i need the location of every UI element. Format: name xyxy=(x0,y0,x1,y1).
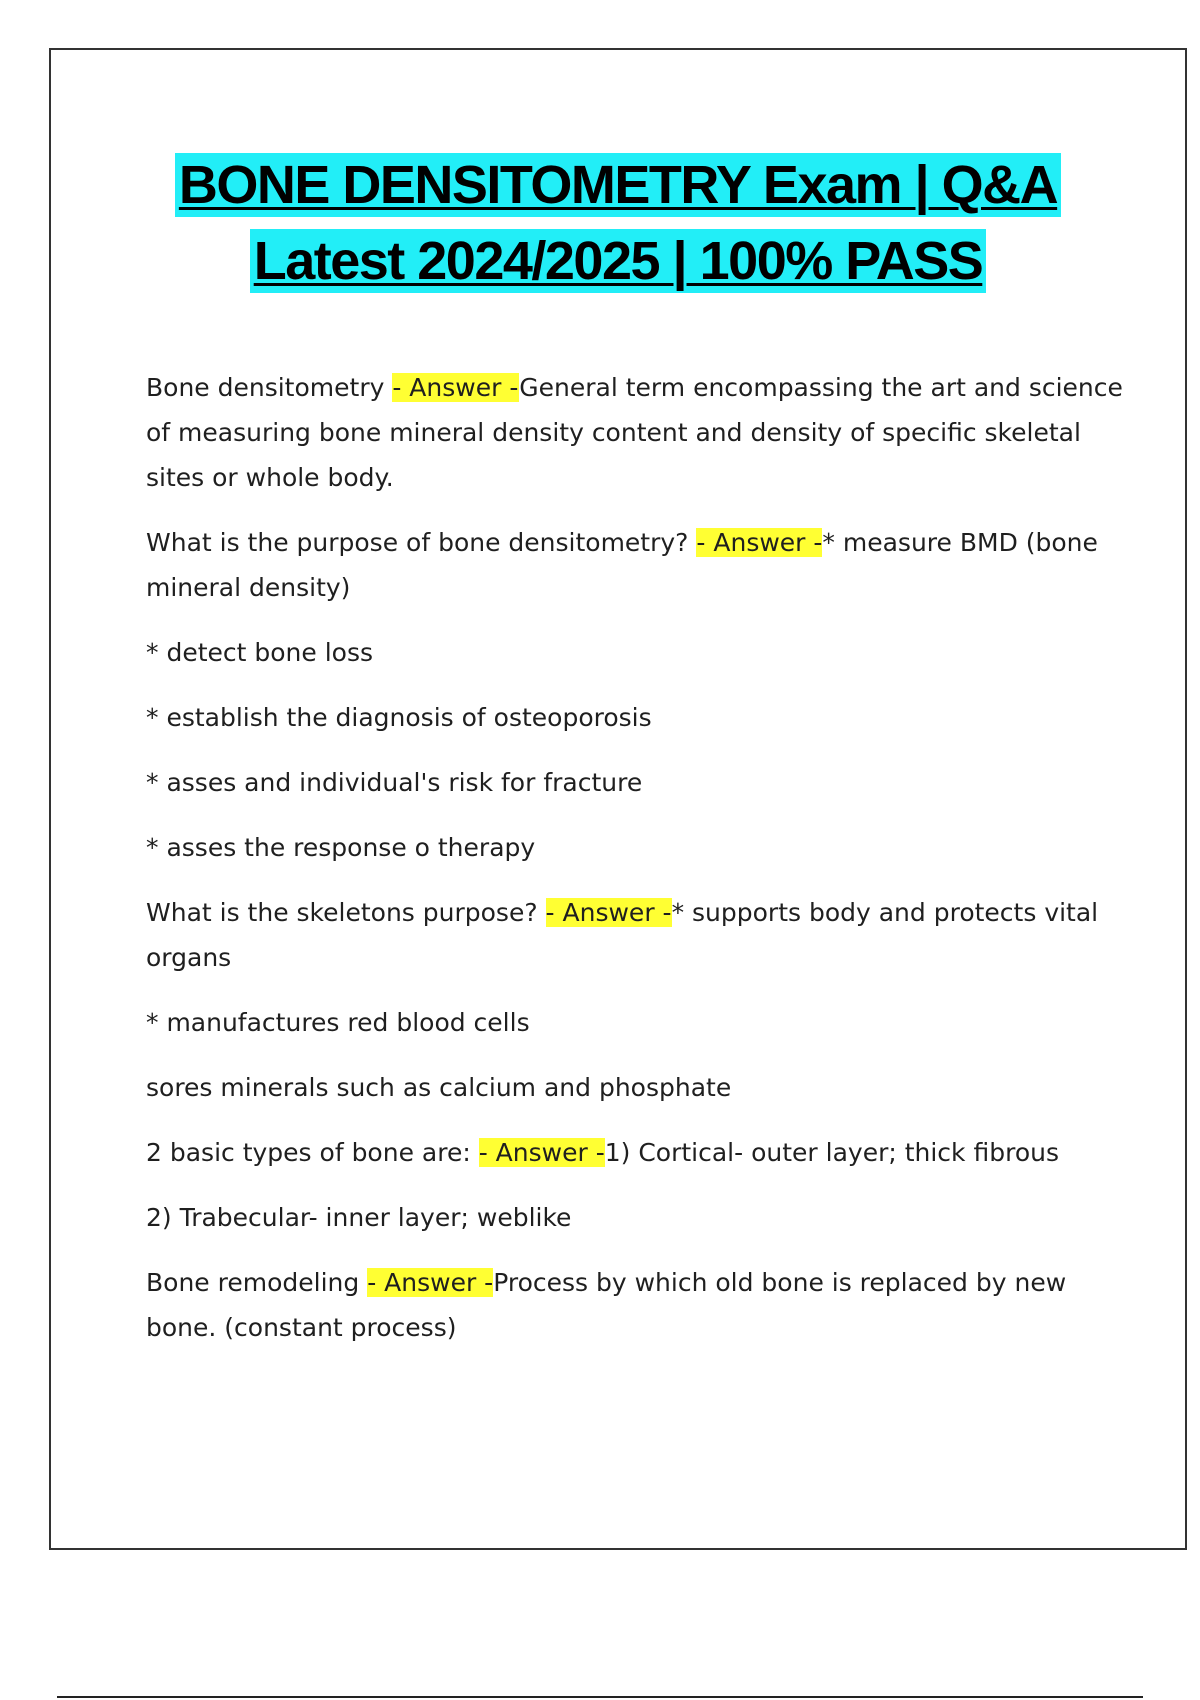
answer-continuation: * asses and individual's risk for fracture xyxy=(146,768,643,797)
title-line-1: BONE DENSITOMETRY Exam | Q&A xyxy=(175,153,1061,217)
qa-paragraph xyxy=(146,365,1131,500)
answer-text: Process by which old bone is replaced by new bone. (constant process) xyxy=(146,1268,1067,1342)
answer-continuation: sores minerals such as calcium and phosphate xyxy=(146,1073,732,1102)
qa-paragraph xyxy=(146,890,1131,980)
page-frame xyxy=(49,48,1187,1550)
title-line-2: Latest 2024/2025 | 100% PASS xyxy=(250,229,987,293)
answer-marker: - Answer - xyxy=(367,1268,494,1297)
answer-text: General term encompassing the art and science of measuring bone mineral density content and density of specific skeletal sites or whole body. xyxy=(146,373,1123,492)
question-text: What is the purpose of bone densitometry? xyxy=(146,528,697,557)
question-text: 2 basic types of bone are: xyxy=(146,1138,479,1167)
qa-paragraph xyxy=(146,1260,1131,1350)
bottom-rule xyxy=(57,1696,1143,1698)
document-title xyxy=(51,147,1185,299)
answer-marker: - Answer - xyxy=(545,898,672,927)
answer-text: * measure BMD (bone mineral density) xyxy=(146,528,1098,602)
answer-text: * supports body and protects vital organs xyxy=(146,898,1099,972)
answer-continuation: 2) Trabecular- inner layer; weblike xyxy=(146,1203,572,1232)
question-text: Bone densitometry xyxy=(146,373,393,402)
answer-continuation: * manufactures red blood cells xyxy=(146,1008,530,1037)
answer-continuation: * detect bone loss xyxy=(146,638,374,667)
question-text: What is the skeletons purpose? xyxy=(146,898,546,927)
qa-content xyxy=(146,365,1131,1370)
question-text: Bone remodeling xyxy=(146,1268,368,1297)
answer-continuation: * asses the response o therapy xyxy=(146,833,536,862)
answer-marker: - Answer - xyxy=(478,1138,605,1167)
answer-marker: - Answer - xyxy=(696,528,823,557)
qa-paragraph xyxy=(146,520,1131,610)
qa-paragraph xyxy=(146,1130,1131,1175)
answer-continuation: * establish the diagnosis of osteoporosis xyxy=(146,703,652,732)
answer-marker: - Answer - xyxy=(392,373,520,402)
answer-text: 1) Cortical- outer layer; thick fibrous xyxy=(604,1138,1059,1167)
